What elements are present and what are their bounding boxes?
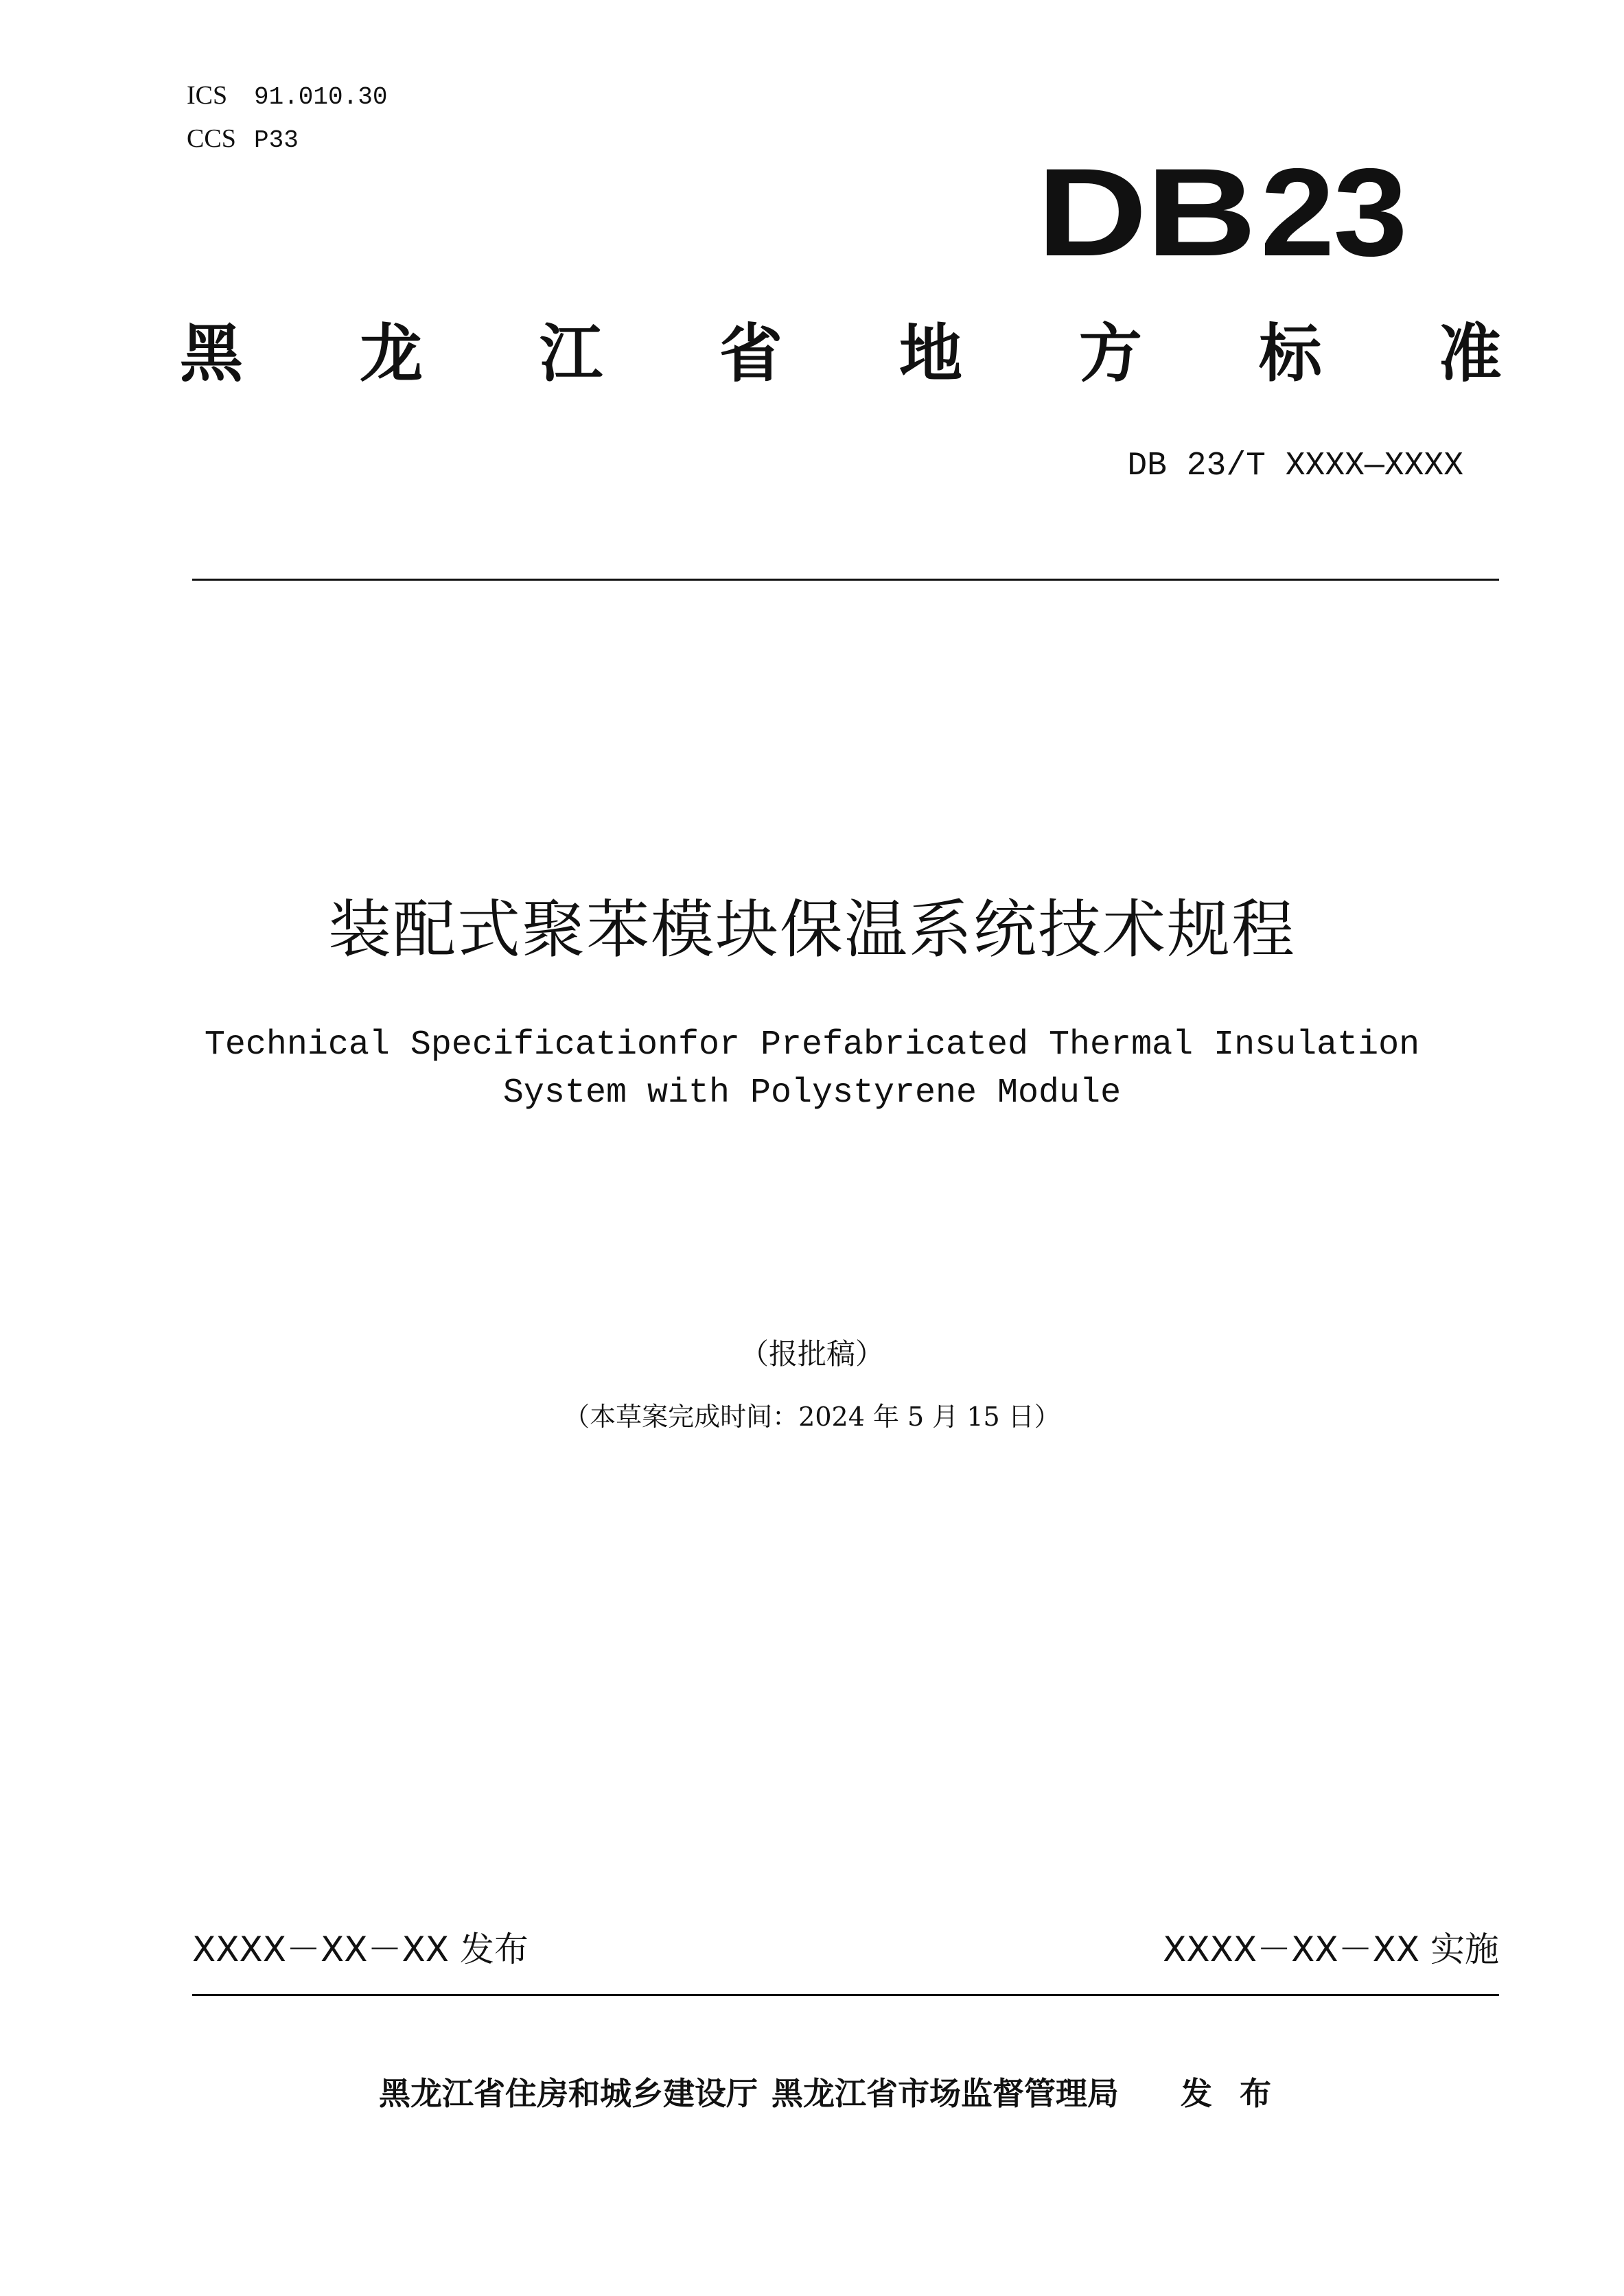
ccs-code [187, 126, 299, 154]
implement-date: XXXX－XX－XX 实施 [1163, 1929, 1499, 1969]
standard-type-char: 龙 [359, 317, 423, 391]
issuing-authorities [379, 2073, 1299, 2114]
standard-type-char: 标 [1258, 317, 1322, 391]
title-english: Technical Specificationfor Prefabricated Thermal Insulation System with Polystyrene Module [204, 1025, 1420, 1113]
ccs-label: CCS [187, 124, 236, 153]
publish-date: XXXX－XX－XX 发布 [192, 1929, 529, 1969]
standard-type-heading [180, 317, 1502, 391]
issuer-market-regulation-bureau: 黑龙江省市场监督管理局 [772, 2075, 1119, 2112]
draft-status: （报批稿） [739, 1337, 884, 1371]
title-chinese: 装配式聚苯模块保温系统技术规程 [327, 893, 1296, 966]
ics-value: 91.010.30 [254, 83, 388, 111]
ccs-value: P33 [254, 126, 299, 154]
db-logo [1036, 142, 1406, 282]
db-logo-number: 23 [1260, 142, 1406, 282]
release-label: 发布 [1181, 2075, 1299, 2112]
db-logo-letters: DB [1036, 142, 1255, 282]
standard-type-char: 省 [719, 317, 782, 391]
standard-number: DB 23/T XXXX—XXXX [1127, 448, 1463, 485]
top-divider [192, 579, 1499, 581]
issuer-housing-department: 黑龙江省住房和城乡建设厅 [379, 2075, 758, 2112]
draft-completion-date: （本草案完成时间：2024 年 5 月 15 日） [564, 1402, 1060, 1432]
bottom-divider [192, 1994, 1499, 1996]
ics-label: ICS [187, 81, 228, 110]
standard-type-char: 黑 [180, 317, 244, 391]
standard-type-char: 江 [539, 317, 603, 391]
standard-type-char: 方 [1078, 317, 1142, 391]
ics-code [187, 82, 387, 111]
standard-type-char: 地 [898, 317, 962, 391]
standard-type-char: 准 [1438, 317, 1502, 391]
